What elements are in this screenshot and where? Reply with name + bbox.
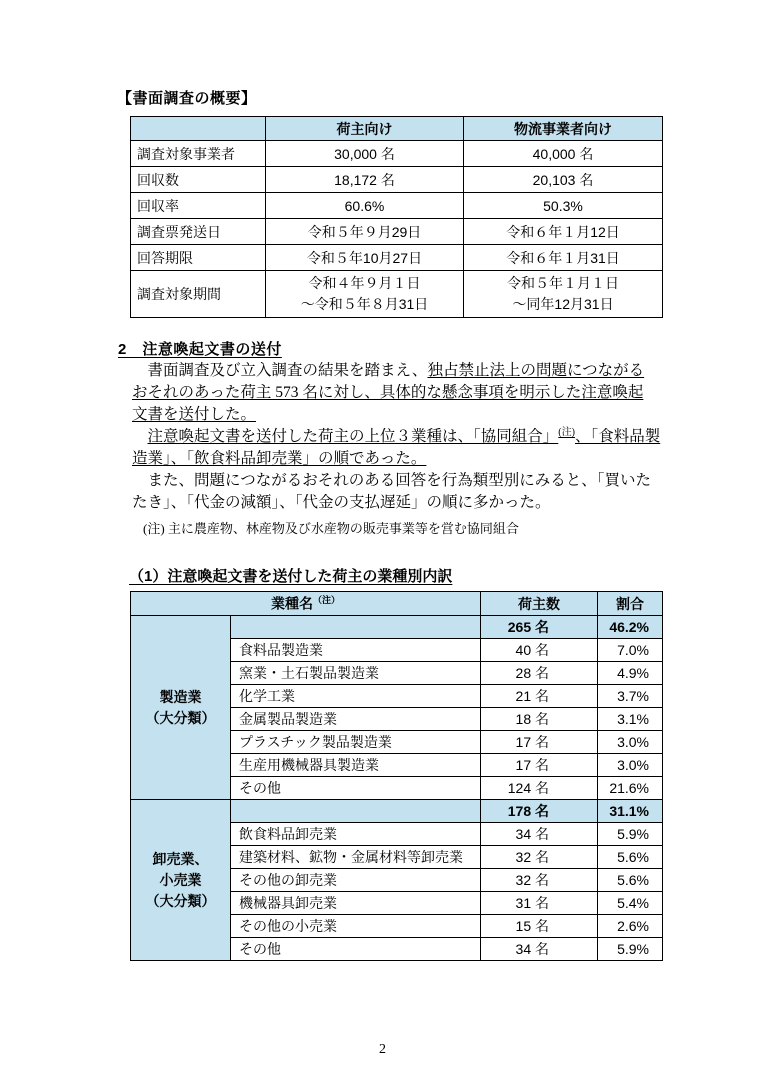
survey-table-row (131, 219, 663, 245)
section2-paragraphs (132, 360, 672, 514)
header-logistics-cell: 物流事業者向け (464, 117, 663, 141)
value-line: 令和４年９月１日 (308, 275, 421, 291)
paragraph-line (132, 382, 672, 404)
page-number: 2 (379, 1042, 386, 1057)
text-segment: 、「食料品製 (574, 428, 661, 445)
row-label-cell: 調査対象期間 (131, 271, 266, 318)
value-cell: 60.6% (266, 193, 464, 219)
industry-cell: 食料品製造業 (231, 639, 481, 662)
survey-table-row (131, 245, 663, 271)
survey-table-row (131, 167, 663, 193)
value-cell: 20,103 名 (464, 167, 663, 193)
ratio-cell: 21.6% (598, 777, 663, 800)
industry-cell: 窯業・土石製品製造業 (231, 662, 481, 685)
industry-cell: 機械器具卸売業 (231, 892, 481, 915)
value-cell: 50.3% (464, 193, 663, 219)
header-count-cell: 荷主数 (481, 592, 598, 616)
group-name-line: （大分類） (145, 709, 216, 726)
value-cell: 18,172 名 (266, 167, 464, 193)
count-cell: 40 名 (481, 639, 598, 662)
row-label-cell: 調査対象事業者 (131, 141, 266, 167)
value-cell: 令和６年１月12日 (464, 219, 663, 245)
ratio-cell: 4.9% (598, 662, 663, 685)
group-name-cell (131, 800, 231, 961)
header-industry-label: 業種名 (271, 595, 313, 612)
survey-table-header-row (131, 117, 663, 141)
count-cell: 17 名 (481, 731, 598, 754)
industry-cell: 化学工業 (231, 685, 481, 708)
count-cell: 34 名 (481, 823, 598, 846)
survey-table-row (131, 141, 663, 167)
count-cell: 18 名 (481, 708, 598, 731)
count-cell: 15 名 (481, 915, 598, 938)
paragraph-line (132, 470, 672, 492)
ratio-cell: 5.4% (598, 892, 663, 915)
industry-table-body (131, 592, 663, 961)
ratio-cell: 3.0% (598, 731, 663, 754)
paragraph-line (132, 360, 672, 382)
header-ratio-cell: 割合 (598, 592, 663, 616)
header-empty-cell (131, 117, 266, 141)
ratio-cell: 3.7% (598, 685, 663, 708)
ratio-cell: 3.0% (598, 754, 663, 777)
industry-cell: プラスチック製品製造業 (231, 731, 481, 754)
survey-table-row (131, 271, 663, 318)
group-name-line: 卸売業、 (152, 850, 209, 867)
row-label-cell: 回収数 (131, 167, 266, 193)
text-segment: 造業」、「飲食料品卸売業」の順であった。 (132, 450, 427, 467)
industry-cell: その他の小売業 (231, 915, 481, 938)
group-name-line: 製造業 (159, 688, 202, 705)
industry-table-header-row (131, 592, 663, 616)
industry-cell: その他の卸売業 (231, 869, 481, 892)
row-label-cell: 調査票発送日 (131, 219, 266, 245)
ratio-cell: 5.6% (598, 846, 663, 869)
row-label-cell: 回収率 (131, 193, 266, 219)
count-cell: 21 名 (481, 685, 598, 708)
breakdown-heading: （1）注意喚起文書を送付した荷主の業種別内訳 (129, 568, 453, 585)
paragraph-line (132, 404, 672, 426)
text-segment: 独占禁止法上の問題につながる (427, 362, 645, 379)
header-shipper-cell: 荷主向け (266, 117, 464, 141)
industry-breakdown-table (130, 591, 663, 961)
count-cell: 265 名 (481, 616, 598, 639)
section2-note: (注) 主に農産物、林産物及び水産物の販売事業等を営む協同組合 (143, 521, 519, 536)
ratio-cell: 2.6% (598, 915, 663, 938)
ratio-cell: 46.2% (598, 616, 663, 639)
text-segment (132, 428, 148, 445)
section2-heading: 2 注意喚起文書の送付 (118, 341, 282, 358)
value-line: ～同年12月31日 (512, 296, 614, 312)
count-cell: 34 名 (481, 938, 598, 961)
value-cell (464, 271, 663, 318)
industry-cell (231, 800, 481, 823)
value-cell: 40,000 名 (464, 141, 663, 167)
ratio-cell: 3.1% (598, 708, 663, 731)
survey-table-row (131, 193, 663, 219)
paragraph-line (132, 426, 672, 448)
count-cell: 32 名 (481, 869, 598, 892)
industry-cell: 建築材料、鉱物・金属材料等卸売業 (231, 846, 481, 869)
overview-title: 【書面調査の概要】 (117, 90, 257, 107)
header-industry-note-sup: （注） (313, 595, 341, 606)
survey-overview-table (130, 116, 663, 318)
ratio-cell: 7.0% (598, 639, 663, 662)
industry-subtotal-row (131, 800, 663, 823)
text-segment: たき」、「代金の減額」、「代金の支払遅延」の順に多かった。 (132, 494, 551, 511)
ratio-cell: 5.9% (598, 938, 663, 961)
value-cell: 令和５年10月27日 (266, 245, 464, 271)
ratio-cell: 31.1% (598, 800, 663, 823)
industry-cell: 生産用機械器具製造業 (231, 754, 481, 777)
text-segment: (注) (558, 426, 575, 438)
header-industry-cell (131, 592, 481, 616)
text-segment: 注意喚起文書を送付した荷主の上位３業種は、「協同組合」 (147, 428, 559, 445)
value-cell: 令和６年１月31日 (464, 245, 663, 271)
industry-cell (231, 616, 481, 639)
industry-cell: その他 (231, 777, 481, 800)
ratio-cell: 5.6% (598, 869, 663, 892)
text-segment: また、問題につながるおそれのある回答を行為類型別にみると、「買いた (132, 472, 651, 489)
count-cell: 32 名 (481, 846, 598, 869)
count-cell: 28 名 (481, 662, 598, 685)
value-line: ～令和５年８月31日 (300, 296, 429, 312)
paragraph-line (132, 448, 672, 470)
industry-cell: 金属製品製造業 (231, 708, 481, 731)
group-name-line: （大分類） (145, 892, 216, 909)
value-cell (266, 271, 464, 318)
text-segment: おそれのあった荷主 573 名に対し、具体的な懸念事項を明示した注意喚起 (132, 384, 644, 401)
group-name-line: 小売業 (159, 871, 202, 888)
value-cell: 令和５年９月29日 (266, 219, 464, 245)
count-cell: 17 名 (481, 754, 598, 777)
value-cell: 30,000 名 (266, 141, 464, 167)
count-cell: 124 名 (481, 777, 598, 800)
industry-cell: その他 (231, 938, 481, 961)
count-cell: 178 名 (481, 800, 598, 823)
group-name-cell (131, 616, 231, 800)
row-label-cell: 回答期限 (131, 245, 266, 271)
value-line: 令和５年１月１日 (507, 275, 619, 291)
ratio-cell: 5.9% (598, 823, 663, 846)
paragraph-line (132, 492, 672, 514)
survey-table-body (131, 117, 663, 318)
text-segment: 書面調査及び立入調査の結果を踏まえ、 (132, 362, 428, 379)
industry-subtotal-row (131, 616, 663, 639)
industry-cell: 飲食料品卸売業 (231, 823, 481, 846)
text-segment: 文書を送付した。 (132, 406, 257, 423)
count-cell: 31 名 (481, 892, 598, 915)
